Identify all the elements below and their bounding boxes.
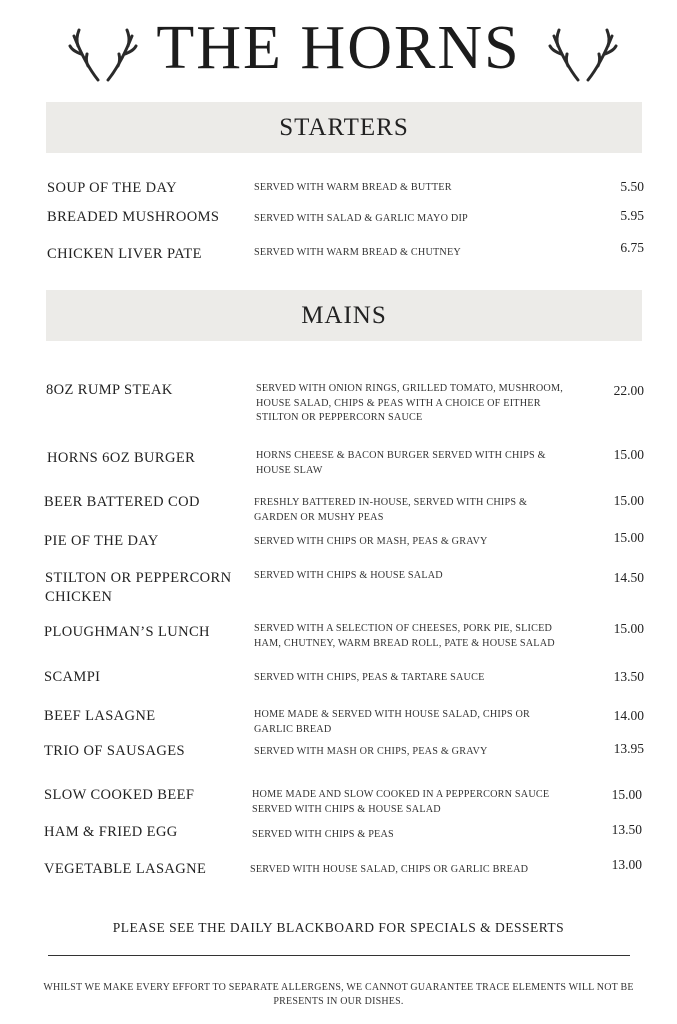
menu-item-name: CHICKEN LIVER PATE (47, 246, 202, 262)
menu-item-desc: SERVED WITH CHIPS OR MASH, PEAS & GRAVY (254, 536, 488, 547)
menu-item-desc: HORNS CHEESE & BACON BURGER SERVED WITH CHIPS & HOUSE SLAW (256, 450, 546, 476)
menu-item-desc: SERVED WITH HOUSE SALAD, CHIPS OR GARLIC BREAD (250, 864, 529, 875)
menu-item-price: 15.00 (613, 621, 644, 636)
menu-item-desc: SERVED WITH MASH OR CHIPS, PEAS & GRAVY (254, 746, 488, 757)
menu-item-name: VEGETABLE LASAGNE (44, 861, 207, 877)
menu-item-price: 15.00 (613, 530, 644, 545)
specials-note: PLEASE SEE THE DAILY BLACKBOARD FOR SPECIALS & DESSERTS (112, 920, 565, 935)
menu-item-desc: HOME MADE AND SLOW COOKED IN A PEPPERCORN SAUCE SERVED WITH CHIPS & HOUSE SALAD (252, 789, 550, 815)
starters-heading: STARTERS (46, 102, 642, 153)
menu-item-desc: HOME MADE & SERVED WITH HOUSE SALAD, CHIPS OR GARLIC BREAD (254, 709, 530, 735)
menu-item-price: 13.00 (611, 857, 642, 872)
menu-item-name: PLOUGHMAN’S LUNCH (44, 624, 210, 640)
menu-item-price: 13.50 (611, 822, 642, 837)
antler-icon (548, 26, 618, 82)
menu-item-desc: SERVED WITH CHIPS & HOUSE SALAD (254, 570, 443, 581)
menu-item-name: HAM & FRIED EGG (44, 824, 178, 840)
menu-item-name: BREADED MUSHROOMS (47, 209, 220, 225)
menu-item-name: BEEF LASAGNE (44, 708, 156, 724)
menu-item-price: 15.00 (611, 787, 642, 802)
menu-item-price: 15.00 (613, 493, 644, 508)
menu-item-price: 5.50 (620, 179, 644, 194)
menu-item-desc: FRESHLY BATTERED IN-HOUSE, SERVED WITH CHIPS & GARDEN OR MUSHY PEAS (254, 497, 528, 523)
menu-item-desc: SERVED WITH CHIPS & PEAS (252, 829, 394, 840)
menu-item-desc: SERVED WITH A SELECTION OF CHEESES, PORK PIE, SLICED HAM, CHUTNEY, WARM BREAD ROLL, PATE & HOUSE SALAD (254, 623, 555, 649)
menu-item-desc: SERVED WITH CHIPS, PEAS & TARTARE SAUCE (254, 672, 485, 683)
menu-item-name: SOUP OF THE DAY (47, 180, 177, 196)
menu-item-name: PIE OF THE DAY (44, 533, 159, 549)
menu-item-desc: SERVED WITH WARM BREAD & CHUTNEY (254, 247, 461, 258)
divider (48, 955, 630, 956)
menu-item-price: 5.95 (620, 208, 644, 223)
menu-item-name: 8OZ RUMP STEAK (46, 382, 173, 398)
menu-item-price: 14.50 (613, 570, 644, 585)
mains-heading: MAINS (46, 290, 642, 341)
menu-item-desc: SERVED WITH ONION RINGS, GRILLED TOMATO, MUSHROOM, HOUSE SALAD, CHIPS & PEAS WITH A CHOICE OF EITHER STILTON OR PEPPERCORN SAUCE (256, 383, 563, 423)
menu-item-name: HORNS 6OZ BURGER (47, 450, 196, 466)
menu-item-price: 22.00 (613, 383, 644, 398)
restaurant-title: THE HORNS (156, 14, 521, 82)
menu-item-desc: SERVED WITH SALAD & GARLIC MAYO DIP (254, 213, 468, 224)
menu-item-name: TRIO OF SAUSAGES (44, 743, 185, 759)
menu-item-price: 6.75 (620, 240, 644, 255)
menu-item-name: BEER BATTERED COD (44, 494, 200, 510)
menu-item-price: 13.50 (613, 669, 644, 684)
menu-item-name: SLOW COOKED BEEF (44, 787, 195, 803)
menu-item-price: 14.00 (613, 708, 644, 723)
allergen-disclaimer: WHILST WE MAKE EVERY EFFORT TO SEPARATE ALLERGENS, WE CANNOT GUARANTEE TRACE ELEMENTS WILL NOT BE PRESENTS IN OUR DISHES. (43, 982, 634, 1007)
menu-item-name: SCAMPI (44, 669, 101, 685)
menu-item-price: 13.95 (613, 741, 644, 756)
menu-item-name: STILTON OR PEPPERCORN CHICKEN (45, 570, 232, 605)
menu-item-desc: SERVED WITH WARM BREAD & BUTTER (254, 182, 452, 193)
menu-item-price: 15.00 (613, 447, 644, 462)
